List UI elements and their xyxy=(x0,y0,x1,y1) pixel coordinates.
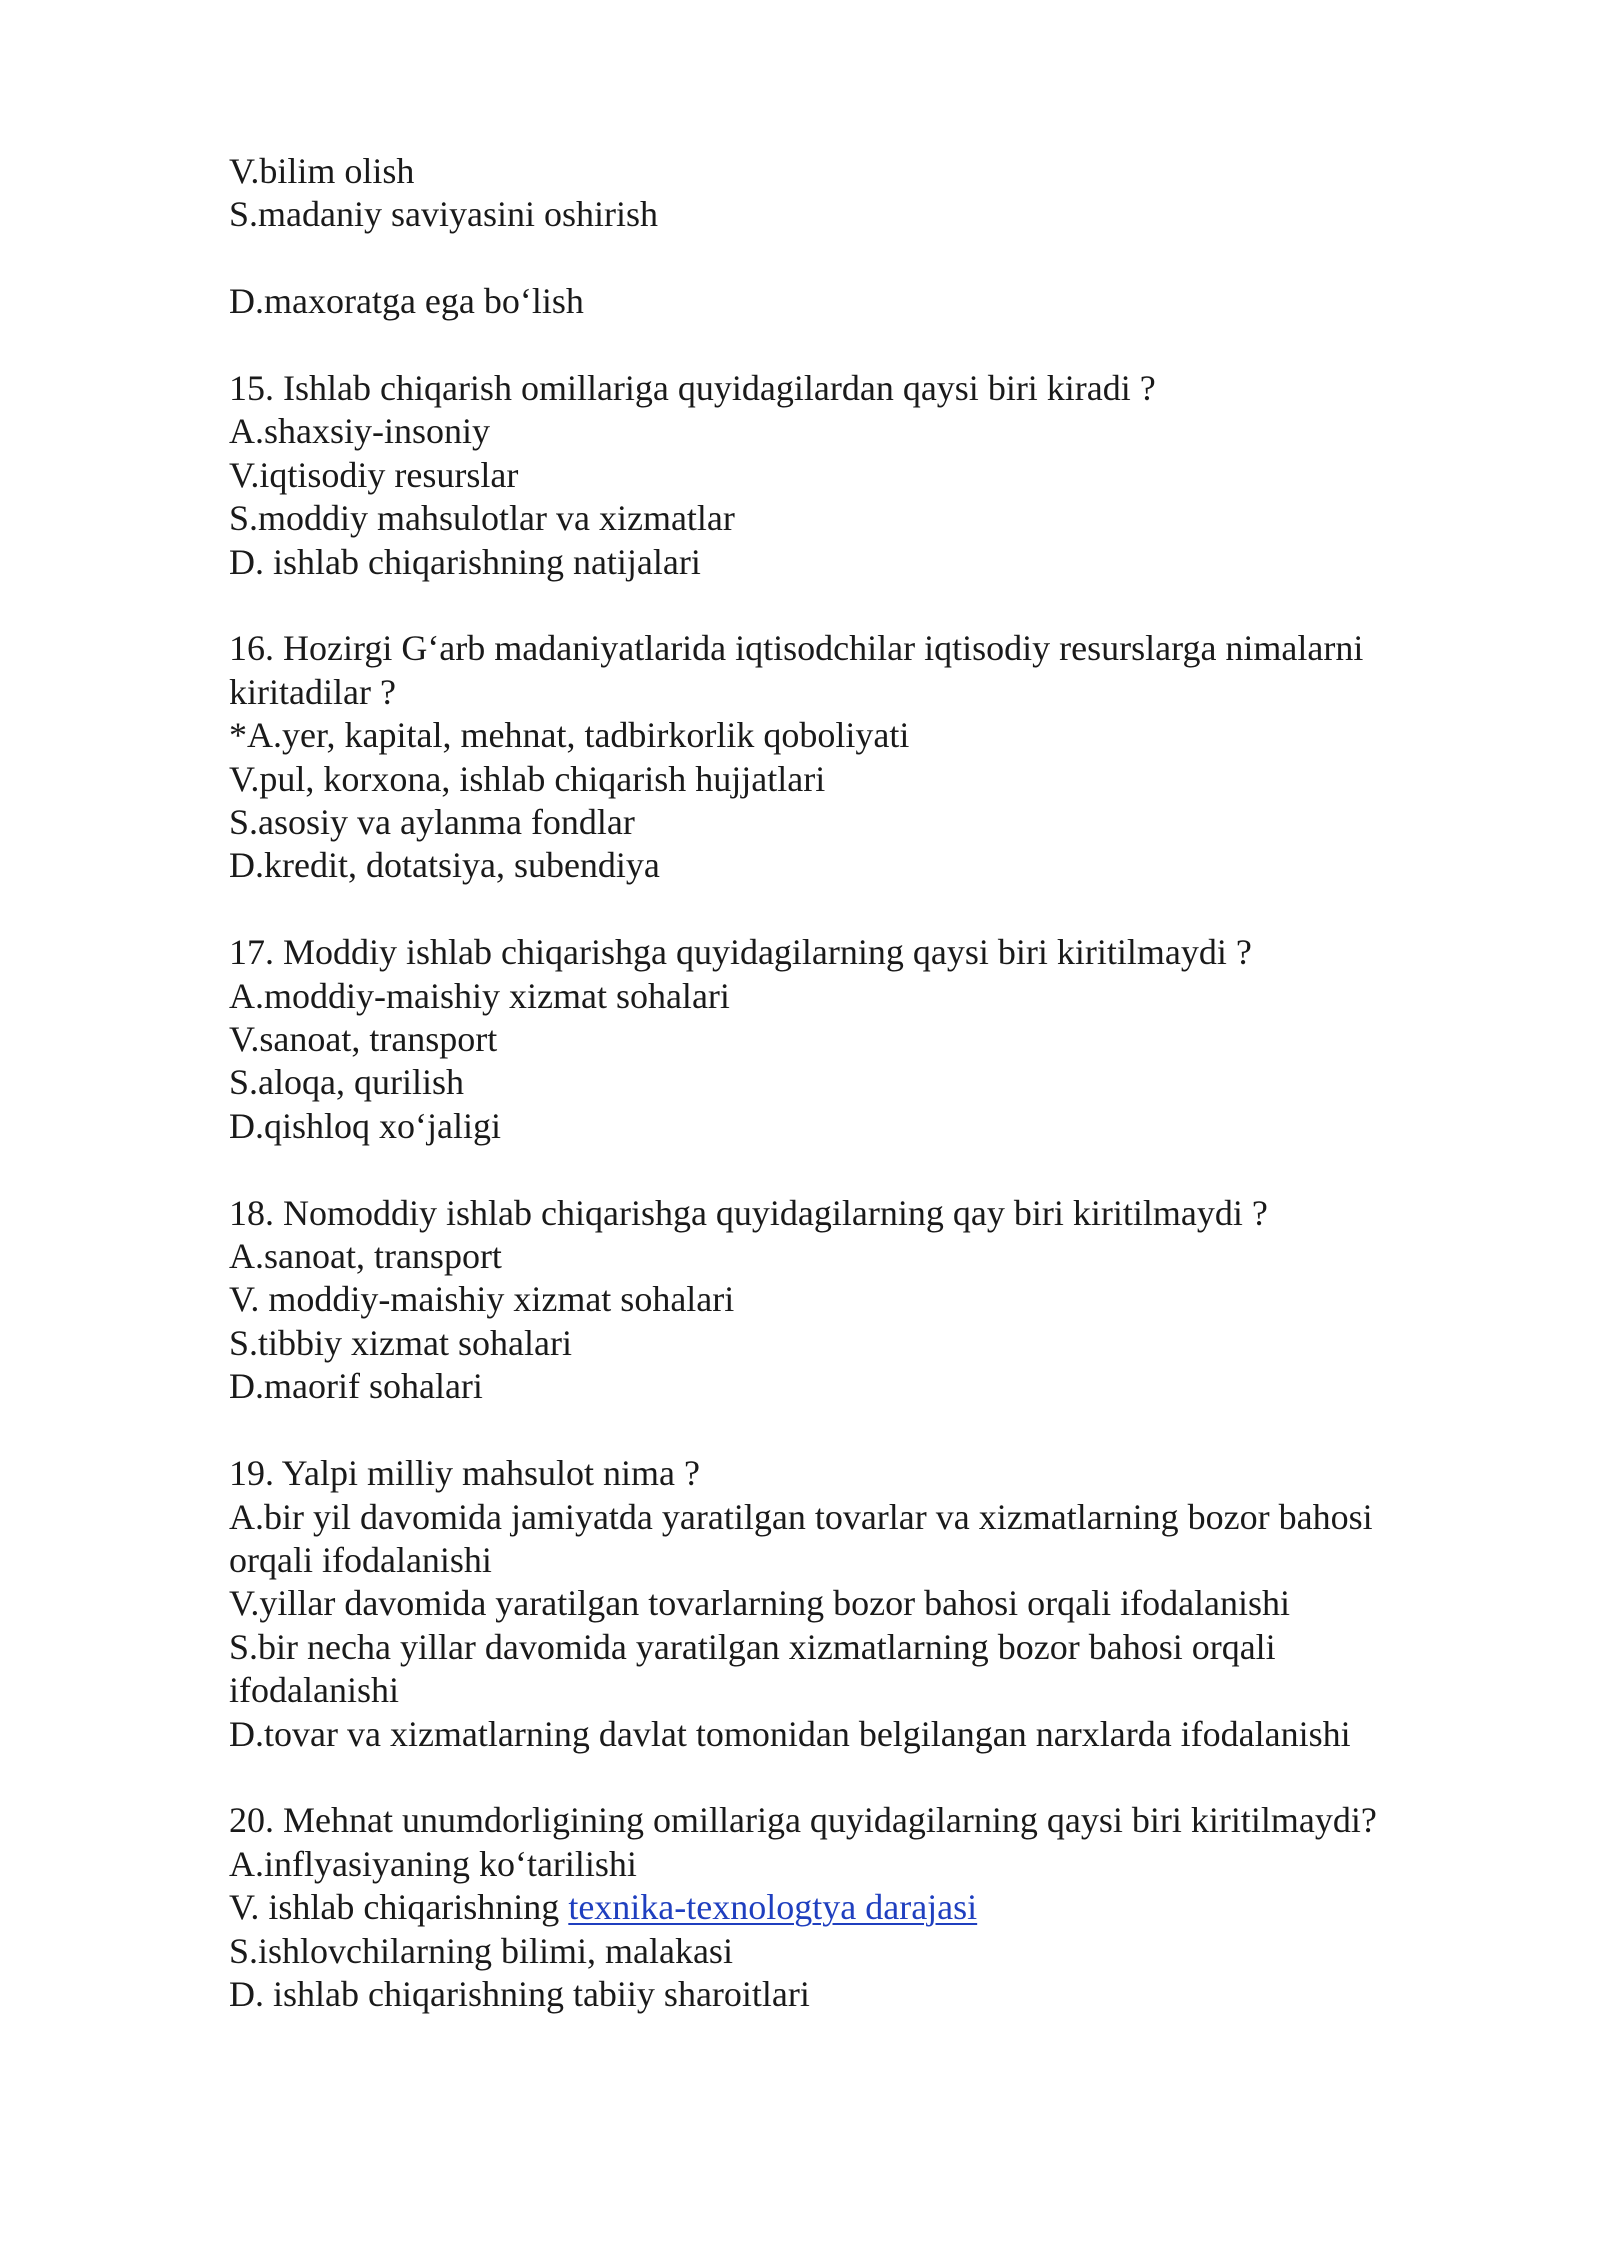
option-v: V. moddiy-maishiy xizmat sohalari xyxy=(229,1279,735,1320)
question-16 xyxy=(229,627,1479,887)
spacer xyxy=(229,324,1479,367)
option-a-correct: *A.yer, kapital, mehnat, tadbirkorlik qoboliyati xyxy=(229,715,910,756)
option-s: S.madaniy saviyasini oshirish xyxy=(229,194,658,235)
option-d: D.maorif sohalari xyxy=(229,1366,483,1407)
option-d: D.qishloq xo‘jaligi xyxy=(229,1105,501,1146)
option-s: S.asosiy va aylanma fondlar xyxy=(229,802,635,843)
question-text: 15. Ishlab chiqarish omillariga quyidagilardan qaysi biri kiradi ? xyxy=(229,368,1156,408)
option-v: V.sanoat, transport xyxy=(229,1019,498,1060)
option-s: S.aloqa, qurilish xyxy=(229,1062,464,1103)
spacer xyxy=(229,1409,1479,1452)
option-d: D.maxoratga ega bo‘lish xyxy=(229,281,584,322)
option-v: V.pul, korxona, ishlab chiqarish hujjatlari xyxy=(229,758,826,799)
question-17 xyxy=(229,931,1479,1148)
option-v: V.yillar davomida yaratilgan tovarlarning bozor bahosi orqali ifodalanishi xyxy=(229,1583,1291,1624)
option-a: A.shaxsiy-insoniy xyxy=(229,411,490,452)
option-s: S.tibbiy xizmat sohalari xyxy=(229,1322,572,1363)
question-text: 19. Yalpi milliy mahsulot nima ? xyxy=(229,1453,701,1494)
option-a-continued: orqali ifodalanishi xyxy=(229,1539,492,1580)
spacer xyxy=(229,584,1479,627)
option-a: A.sanoat, transport xyxy=(229,1236,502,1277)
question-text: 17. Moddiy ishlab chiqarishga quyidagilarning qaysi biri kiritilmaydi ? xyxy=(229,932,1252,973)
spacer xyxy=(229,1756,1479,1799)
spacer xyxy=(229,1148,1479,1191)
option-a: A.inflyasiyaning ko‘tarilishi xyxy=(229,1843,637,1884)
option-s: S.moddiy mahsulotlar va xizmatlar xyxy=(229,498,735,539)
option-v: V.iqtisodiy resurslar xyxy=(229,454,519,495)
question-text: 16. Hozirgi G‘arb madaniyatlarida iqtisodchilar iqtisodiy resurslarga nimalarni xyxy=(229,628,1364,669)
question-text-continued: kiritadilar ? xyxy=(229,671,396,712)
option-v-text: V. ishlab chiqarishning xyxy=(229,1887,569,1928)
option-d: D.tovar va xizmatlarning davlat tomonidan belgilangan narxlarda ifodalanishi xyxy=(229,1713,1351,1754)
option-a: A.bir yil davomida jamiyatda yaratilgan tovarlar va xizmatlarning bozor bahosi xyxy=(229,1496,1373,1537)
option-s: S.bir necha yillar davomida yaratilgan xizmatlarning bozor bahosi orqali xyxy=(229,1626,1276,1667)
option-v xyxy=(229,1886,1479,1929)
option-d: D. ishlab chiqarishning natijalari xyxy=(229,541,701,582)
question-text: 18. Nomoddiy ishlab chiqarishga quyidagilarning qay biri kiritilmaydi ? xyxy=(229,1192,1268,1233)
question-18 xyxy=(229,1192,1479,1409)
spacer xyxy=(229,237,1479,280)
option-d: D.kredit, dotatsiya, subendiya xyxy=(229,845,660,886)
spacer xyxy=(229,888,1479,931)
option-s: S.ishlovchilarning bilimi, malakasi xyxy=(229,1930,733,1971)
question-19 xyxy=(229,1452,1479,1756)
option-a: A.moddiy-maishiy xizmat sohalari xyxy=(229,975,730,1016)
document-page xyxy=(229,150,1479,2016)
question-15 xyxy=(229,367,1479,584)
hyperlink-texnika-texnologiya[interactable]: texnika-texnologtya darajasi xyxy=(568,1887,978,1928)
question-text: 20. Mehnat unumdorligining omillariga quyidagilarning qaysi biri kiritilmaydi? xyxy=(229,1800,1377,1841)
question-20 xyxy=(229,1799,1479,2016)
option-v: V.bilim olish xyxy=(229,151,415,191)
option-s-continued: ifodalanishi xyxy=(229,1670,399,1711)
option-d: D. ishlab chiqarishning tabiiy sharoitlari xyxy=(229,1973,810,2014)
